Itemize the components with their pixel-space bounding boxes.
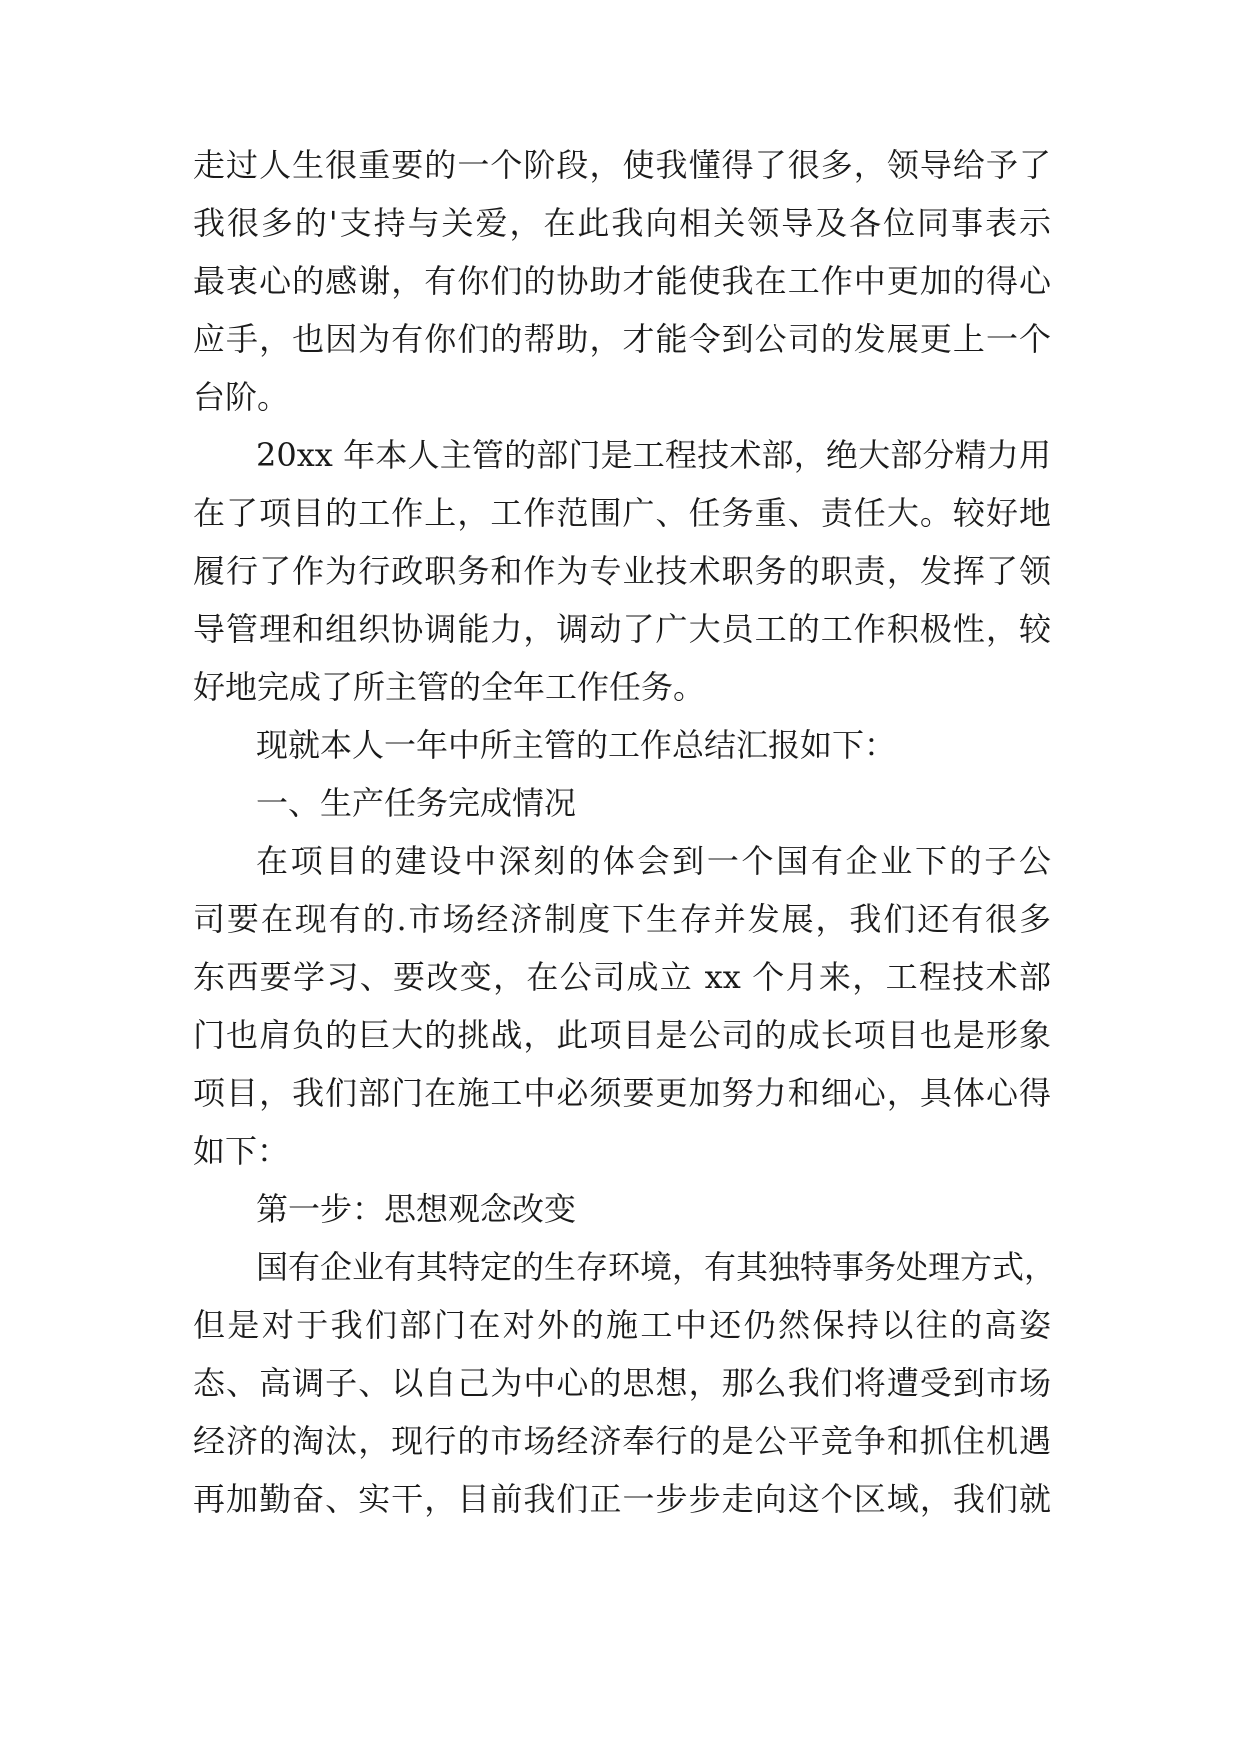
text-line: 最衷心的感谢，有你们的协助才能使我在工作中更加的得心 — [193, 262, 1051, 300]
text-line: 履行了作为行政职务和作为专业技术职务的职责，发挥了领 — [193, 552, 1051, 590]
text-line: 经济的淘汰，现行的市场经济奉行的是公平竞争和抓住机遇 — [193, 1422, 1051, 1460]
text-line: 在项目的建设中深刻的体会到一个国有企业下的子公 — [256, 842, 1051, 880]
text-line: 台阶。 — [193, 378, 290, 416]
text-line: 应手，也因为有你们的帮助，才能令到公司的发展更上一个 — [193, 320, 1051, 358]
text-line: 但是对于我们部门在对外的施工中还仍然保持以往的高姿 — [193, 1306, 1051, 1344]
text-line: 国有企业有其特定的生存环境，有其独特事务处理方式， — [256, 1248, 1057, 1286]
text-line: 东西要学习、要改变，在公司成立 xx 个月来，工程技术部 — [193, 958, 1051, 996]
text-line: 项目，我们部门在施工中必须要更加努力和细心，具体心得 — [193, 1074, 1051, 1112]
subsection-heading: 第一步：思想观念改变 — [256, 1190, 577, 1228]
text-line: 导管理和组织协调能力，调动了广大员工的工作积极性，较 — [193, 610, 1051, 648]
text-line: 门也肩负的巨大的挑战，此项目是公司的成长项目也是形象 — [193, 1016, 1051, 1054]
text-line: 态、高调子、以自己为中心的思想，那么我们将遭受到市场 — [193, 1364, 1051, 1402]
section-heading: 一、生产任务完成情况 — [256, 784, 577, 822]
text-line: 在了项目的工作上，工作范围广、任务重、责任大。较好地 — [193, 494, 1051, 532]
text-line: 走过人生很重要的一个阶段，使我懂得了很多，领导给予了 — [193, 146, 1051, 184]
text-line: 如下： — [193, 1132, 290, 1170]
text-line: 好地完成了所主管的全年工作任务。 — [193, 668, 706, 706]
text-line: 司要在现有的.市场经济制度下生存并发展，我们还有很多 — [193, 900, 1051, 938]
text-line: 现就本人一年中所主管的工作总结汇报如下： — [256, 726, 897, 764]
text-line: 20xx 年本人主管的部门是工程技术部，绝大部分精力用 — [256, 436, 1051, 474]
text-line: 再加勤奋、实干，目前我们正一步步走向这个区域，我们就 — [193, 1480, 1051, 1518]
text-line: 我很多的'支持与关爱，在此我向相关领导及各位同事表示 — [193, 204, 1051, 242]
